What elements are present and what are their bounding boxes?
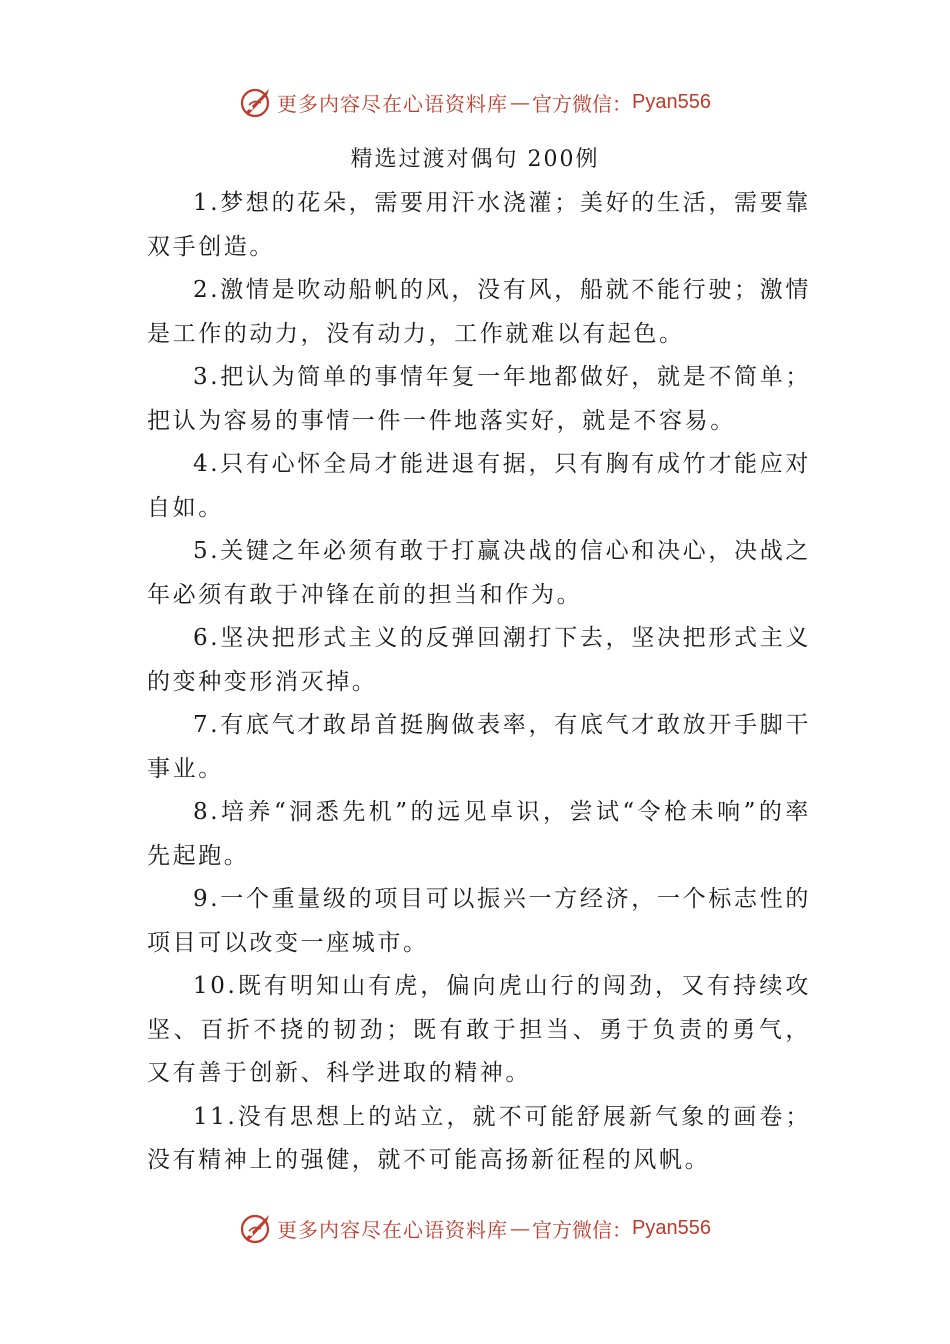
paragraph-7: 7.有底气才敢昂首挺胸做表率，有底气才敢放开手脚干事业。 <box>147 712 811 782</box>
paragraph-9: 9.一个重量级的项目可以振兴一方经济，一个标志性的项目可以改变一座城市。 <box>147 886 811 956</box>
paragraph-2: 2.激情是吹动船帆的风，没有风，船就不能行驶；激情是工作的动力，没有动力，工作就难以有起色。 <box>147 277 811 347</box>
footer-watermark <box>0 1208 950 1248</box>
paragraph-1: 1.梦想的花朵，需要用汗水浇灌；美好的生活，需要靠双手创造。 <box>147 190 811 260</box>
watermark-wechat-label: 官方微信： <box>532 1217 633 1242</box>
watermark-wechat-label: 官方微信： <box>532 91 633 116</box>
paragraph-6: 6.坚决把形式主义的反弹回潮打下去，坚决把形式主义的变种变形消灭掉。 <box>147 625 811 695</box>
document-title: 精选过渡对偶句 200例 <box>350 147 600 172</box>
watermark-text: 更多内容尽在心语资料库 <box>277 91 509 116</box>
watermark-text: 更多内容尽在心语资料库 <box>277 1217 509 1242</box>
watermark-wechat-id: Pyan556 <box>632 90 711 113</box>
pen-logo-icon <box>239 1211 273 1245</box>
paragraph-10: 10.既有明知山有虎，偏向虎山行的闯劲，又有持续攻坚、百折不挠的韧劲；既有敢于担当、勇于负责的勇气，又有善于创新、科学进取的精神。 <box>147 973 811 1086</box>
paragraph-3: 3.把认为简单的事情年复一年地都做好，就是不简单；把认为容易的事情一件一件地落实好，就是不容易。 <box>147 364 811 434</box>
header-watermark <box>0 82 950 122</box>
watermark-dash: — <box>510 1216 531 1240</box>
paragraph-5: 5.关键之年必须有敢于打赢决战的信心和决心，决战之年必须有敢于冲锋在前的担当和作为。 <box>147 538 811 608</box>
document-body <box>147 182 811 1183</box>
paragraph-11: 11.没有思想上的站立，就不可能舒展新气象的画卷；没有精神上的强健，就不可能高扬新征程的风帆。 <box>147 1103 811 1173</box>
watermark-dash: — <box>510 90 531 114</box>
paragraph-4: 4.只有心怀全局才能进退有据，只有胸有成竹才能应对自如。 <box>147 451 811 521</box>
watermark-wechat-id: Pyan556 <box>632 1216 711 1239</box>
paragraph-8: 8.培养“洞悉先机”的远见卓识，尝试“令枪未响”的率先起跑。 <box>147 799 811 869</box>
pen-logo-icon <box>239 85 273 119</box>
